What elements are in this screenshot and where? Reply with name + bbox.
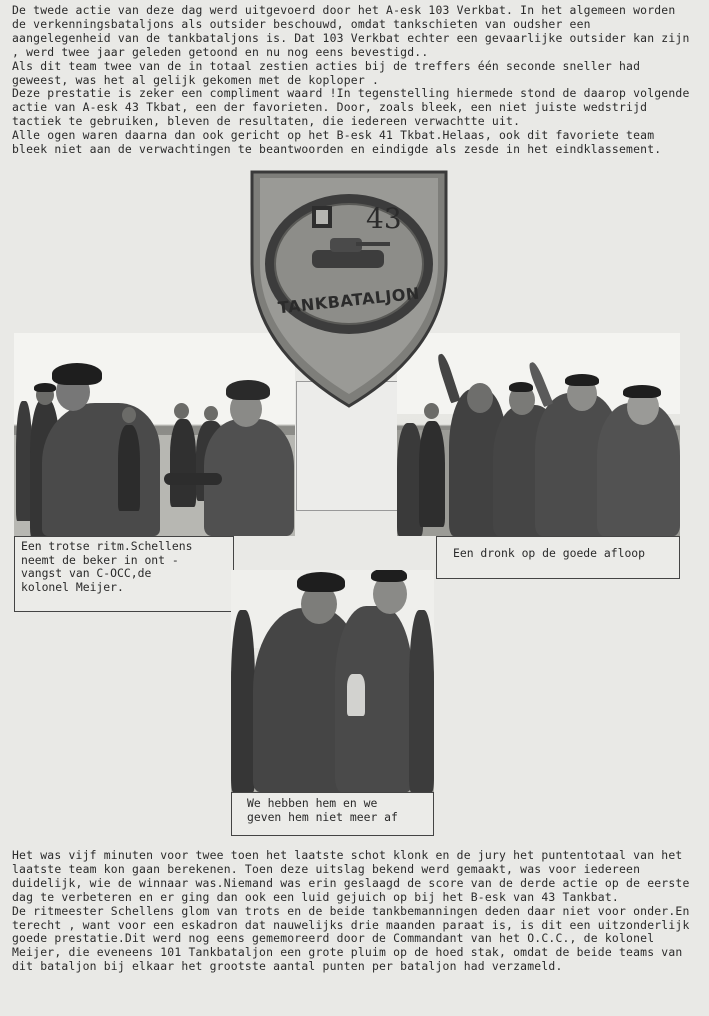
paragraph: Alle ogen waren daarna dan ook gericht op het B-esk 41 Tkbat.Helaas, ook dit favoriete team bleek niet aan de verwachtingen te beantwoorden en eindigde als zesde in het eindklassement.: [12, 128, 662, 157]
emblem-number: 43: [366, 202, 402, 235]
paragraph: Als dit team twee van de in totaal zestien acties bij de treffers één seconde sneller had geweest, was het al gelijk gekomen met de koploper .: [12, 58, 641, 87]
closing-text: [12, 849, 692, 974]
paragraph: Deze prestatie is zeker een compliment waard !In tegenstelling hiermede stond de daarop volgende actie van A-esk 43 Tkbat, een der favorieten. Door, zoals bleek, een niet juiste wedstrijd tactiek te gebruiken, bleven de resultaten, die iedereen verwachtte uit.: [12, 86, 690, 129]
paragraph: De ritmeester Schellens glom van trots en de beide tankbemanningen deden daar niet voor onder.En terecht , want voor een eskadron dat nauwelijks drie maanden paraat is, is dit een uitzonderlijk goede prestatie.Dit werd nog eens gememoreerd door de Commandant van het O.C.C., de kolonel Meijer, die eveneens 101 Tankbataljon een grote pluim op de hoed stak, omdat de beide teams van dit bataljon bij elkaar het grootste aantal punten per bataljon had verzameld.: [12, 903, 690, 974]
photo-trophy: [231, 570, 434, 792]
intro-text: [12, 4, 692, 157]
paragraph: De twede actie van deze dag werd uitgevoerd door het A-esk 103 Verkbat. In het algemeen worden de verkenningsbataljons als outsider beschouwd, omdat tankschieten van oudsher een aangelegenheid van de tankbataljons is. Dat 103 Verkbat echter een gevaarlijke outsider kan zijn , werd twee jaar geleden getoond en nu nog eens bevestigd..: [12, 3, 690, 59]
caption-left: Een trotse ritm.Schellens neemt de beker in ont - vangst van C-OCC,de kolonel Meijer.: [14, 536, 234, 612]
bird-emblem-icon: [312, 206, 332, 228]
tankbataljon-shield: [246, 168, 452, 410]
paragraph: Het was vijf minuten voor twee toen het laatste schot klonk en de jury het puntentotaal van het laatste team kon gaan berekenen. Toen deze uitslag bekend werd gemaakt, was voor iedereen duidelijk, wie de winnaar was.Niemand was erin geslaagd de score van de derde actie op de eerste dag te verbeteren en er ging dan ook een luid gejuich op bij het B-esk van 43 Tankbat.: [12, 848, 690, 904]
caption-bottom: We hebben hem en we geven hem niet meer af: [231, 792, 434, 836]
emblem-text: TANKBATALJON: [277, 283, 421, 318]
caption-right: Een dronk op de goede afloop: [436, 536, 680, 579]
